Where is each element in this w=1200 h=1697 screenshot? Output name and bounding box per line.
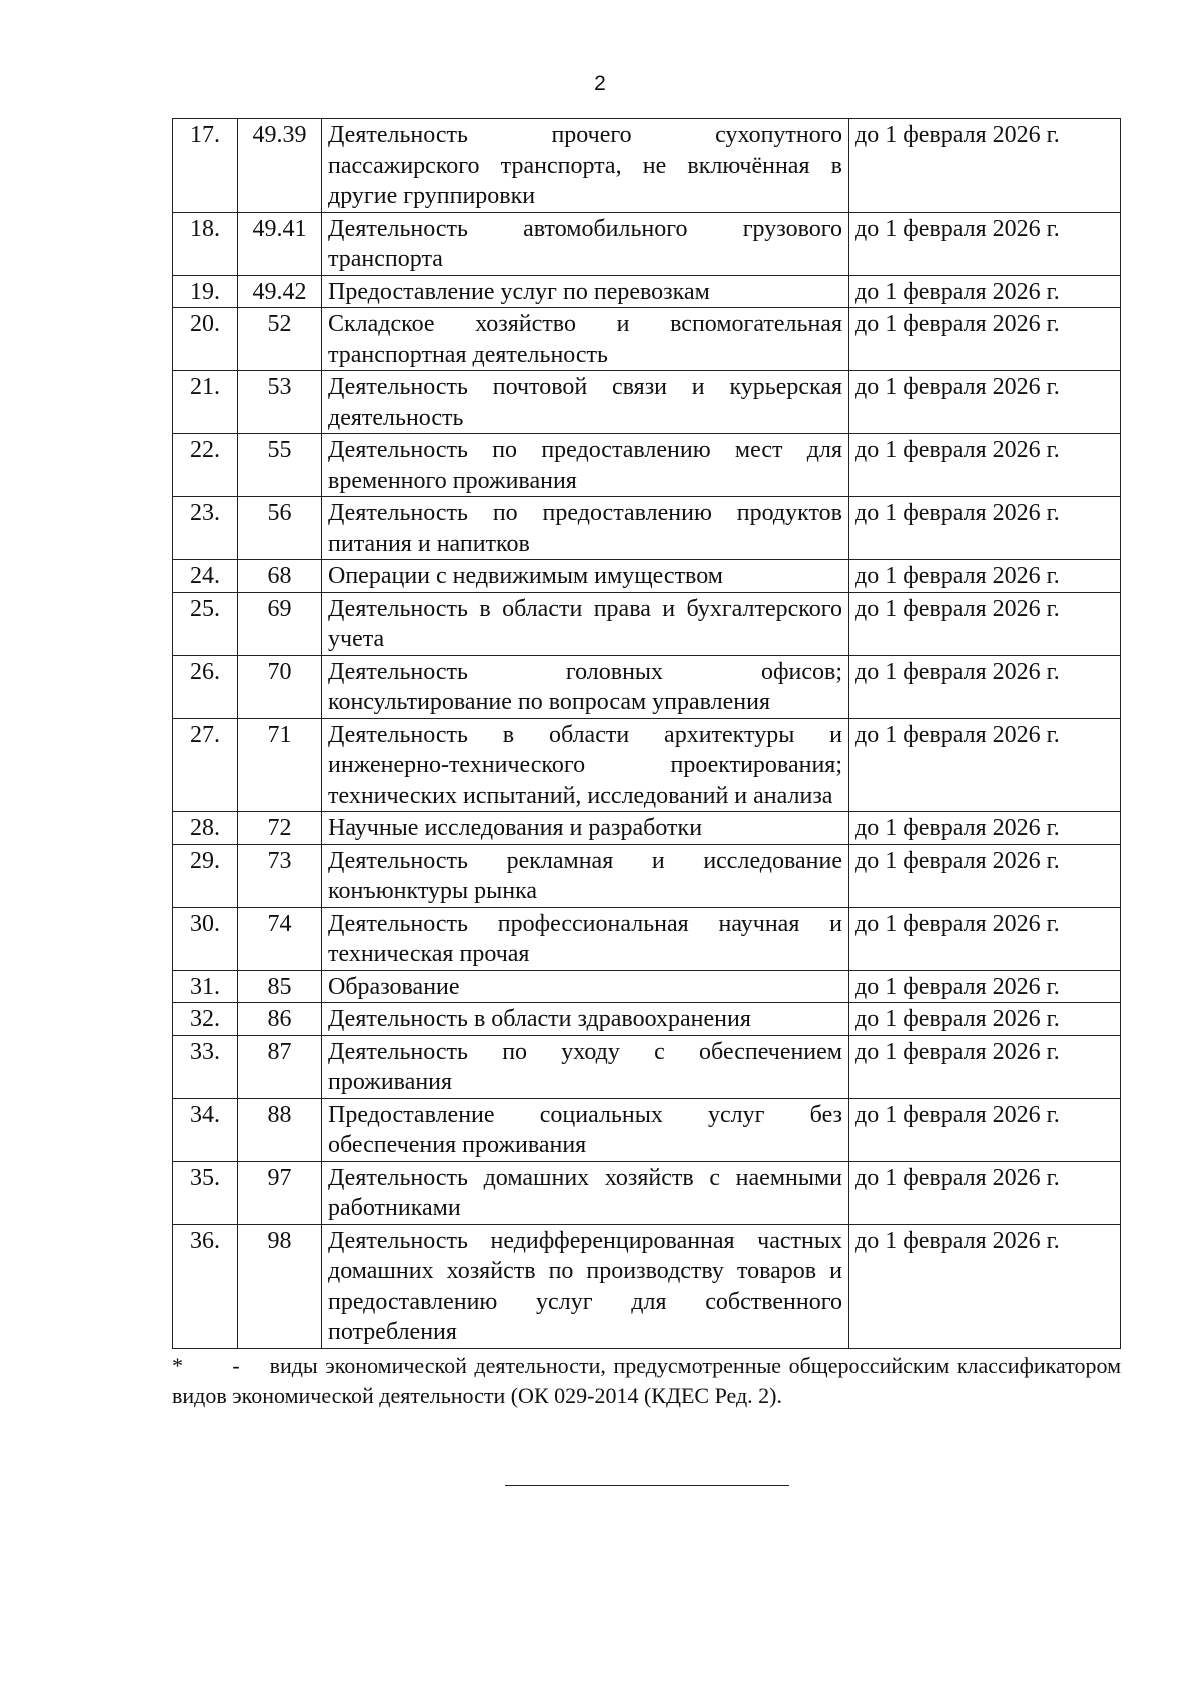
row-number: 31. (173, 970, 238, 1003)
footnote-dash: - (232, 1353, 240, 1378)
okved-code: 85 (238, 970, 322, 1003)
activity-name: Деятельность по предоставлению мест для временного проживания (322, 434, 849, 497)
okved-code: 55 (238, 434, 322, 497)
deadline: до 1 февраля 2026 г. (849, 907, 1121, 970)
activity-name: Деятельность по предоставлению продуктов питания и напитков (322, 497, 849, 560)
deadline: до 1 февраля 2026 г. (849, 1098, 1121, 1161)
activity-name: Образование (322, 970, 849, 1003)
deadline: до 1 февраля 2026 г. (849, 1224, 1121, 1348)
okved-code: 49.39 (238, 119, 322, 213)
row-number: 29. (173, 844, 238, 907)
activity-name: Деятельность прочего сухопутного пассажирского транспорта, не включённая в другие группировки (322, 119, 849, 213)
table-row (173, 655, 1121, 718)
okved-code: 87 (238, 1035, 322, 1098)
okved-code: 98 (238, 1224, 322, 1348)
okved-code: 74 (238, 907, 322, 970)
activity-name: Предоставление социальных услуг без обеспечения проживания (322, 1098, 849, 1161)
deadline: до 1 февраля 2026 г. (849, 212, 1121, 275)
row-number: 18. (173, 212, 238, 275)
deadline: до 1 февраля 2026 г. (849, 275, 1121, 308)
okved-code: 69 (238, 592, 322, 655)
deadline: до 1 февраля 2026 г. (849, 1161, 1121, 1224)
row-number: 26. (173, 655, 238, 718)
deadline: до 1 февраля 2026 г. (849, 434, 1121, 497)
okved-code: 49.42 (238, 275, 322, 308)
table-row (173, 718, 1121, 812)
table-row (173, 1035, 1121, 1098)
activity-name: Деятельность рекламная и исследование конъюнктуры рынка (322, 844, 849, 907)
row-number: 35. (173, 1161, 238, 1224)
deadline: до 1 февраля 2026 г. (849, 592, 1121, 655)
deadline: до 1 февраля 2026 г. (849, 1035, 1121, 1098)
activity-name: Деятельность домашних хозяйств с наемными работниками (322, 1161, 849, 1224)
table-row (173, 1098, 1121, 1161)
table-row (173, 1003, 1121, 1036)
table-body (173, 119, 1121, 1349)
footnote-mark: * (172, 1353, 183, 1378)
activity-name: Научные исследования и разработки (322, 812, 849, 845)
table-row (173, 970, 1121, 1003)
table-row (173, 560, 1121, 593)
okved-code: 88 (238, 1098, 322, 1161)
row-number: 27. (173, 718, 238, 812)
table-row (173, 497, 1121, 560)
okved-code: 56 (238, 497, 322, 560)
okved-code: 52 (238, 308, 322, 371)
activity-name: Деятельность головных офисов; консультирование по вопросам управления (322, 655, 849, 718)
row-number: 32. (173, 1003, 238, 1036)
row-number: 28. (173, 812, 238, 845)
activity-name: Деятельность профессиональная научная и техническая прочая (322, 907, 849, 970)
page-number: 2 (594, 72, 606, 95)
economic-activity-table (172, 118, 1121, 1349)
activity-name: Деятельность в области здравоохранения (322, 1003, 849, 1036)
row-number: 22. (173, 434, 238, 497)
okved-code: 68 (238, 560, 322, 593)
row-number: 34. (173, 1098, 238, 1161)
row-number: 24. (173, 560, 238, 593)
deadline: до 1 февраля 2026 г. (849, 1003, 1121, 1036)
table-row (173, 592, 1121, 655)
activity-name: Деятельность почтовой связи и курьерская деятельность (322, 371, 849, 434)
okved-code: 97 (238, 1161, 322, 1224)
row-number: 17. (173, 119, 238, 213)
table-row (173, 812, 1121, 845)
footnote-text: виды экономической деятельности, предусмотренные общероссийским классификатором видов экономической деятельности (ОК 029-2014 (КДЕС Ред. 2). (172, 1353, 1121, 1408)
deadline: до 1 февраля 2026 г. (849, 560, 1121, 593)
table-row (173, 119, 1121, 213)
okved-code: 86 (238, 1003, 322, 1036)
deadline: до 1 февраля 2026 г. (849, 970, 1121, 1003)
okved-code: 71 (238, 718, 322, 812)
table-row (173, 371, 1121, 434)
row-number: 23. (173, 497, 238, 560)
okved-code: 73 (238, 844, 322, 907)
activity-name: Операции с недвижимым имуществом (322, 560, 849, 593)
deadline: до 1 февраля 2026 г. (849, 497, 1121, 560)
table-row (173, 844, 1121, 907)
okved-code: 53 (238, 371, 322, 434)
row-number: 30. (173, 907, 238, 970)
deadline: до 1 февраля 2026 г. (849, 718, 1121, 812)
table-row (173, 1161, 1121, 1224)
okved-code: 72 (238, 812, 322, 845)
row-number: 36. (173, 1224, 238, 1348)
table-row (173, 308, 1121, 371)
activity-name: Деятельность недифференцированная частных домашних хозяйств по производству товаров и предоставлению услуг для собственного потребления (322, 1224, 849, 1348)
table-row (173, 275, 1121, 308)
okved-code: 70 (238, 655, 322, 718)
deadline: до 1 февраля 2026 г. (849, 119, 1121, 213)
deadline: до 1 февраля 2026 г. (849, 812, 1121, 845)
deadline: до 1 февраля 2026 г. (849, 655, 1121, 718)
row-number: 20. (173, 308, 238, 371)
activity-name: Складское хозяйство и вспомогательная транспортная деятельность (322, 308, 849, 371)
table-row (173, 907, 1121, 970)
okved-code: 49.41 (238, 212, 322, 275)
end-of-document-line (505, 1485, 789, 1486)
activity-name: Деятельность в области архитектуры и инженерно-технического проектирования; технических испытаний, исследований и анализа (322, 718, 849, 812)
row-number: 19. (173, 275, 238, 308)
activity-name: Предоставление услуг по перевозкам (322, 275, 849, 308)
table-row (173, 212, 1121, 275)
footnote (172, 1351, 1121, 1411)
table-row (173, 1224, 1121, 1348)
deadline: до 1 февраля 2026 г. (849, 371, 1121, 434)
activity-name: Деятельность по уходу с обеспечением проживания (322, 1035, 849, 1098)
row-number: 25. (173, 592, 238, 655)
row-number: 21. (173, 371, 238, 434)
activity-name: Деятельность автомобильного грузового транспорта (322, 212, 849, 275)
activity-name: Деятельность в области права и бухгалтерского учета (322, 592, 849, 655)
table-row (173, 434, 1121, 497)
deadline: до 1 февраля 2026 г. (849, 844, 1121, 907)
row-number: 33. (173, 1035, 238, 1098)
deadline: до 1 февраля 2026 г. (849, 308, 1121, 371)
